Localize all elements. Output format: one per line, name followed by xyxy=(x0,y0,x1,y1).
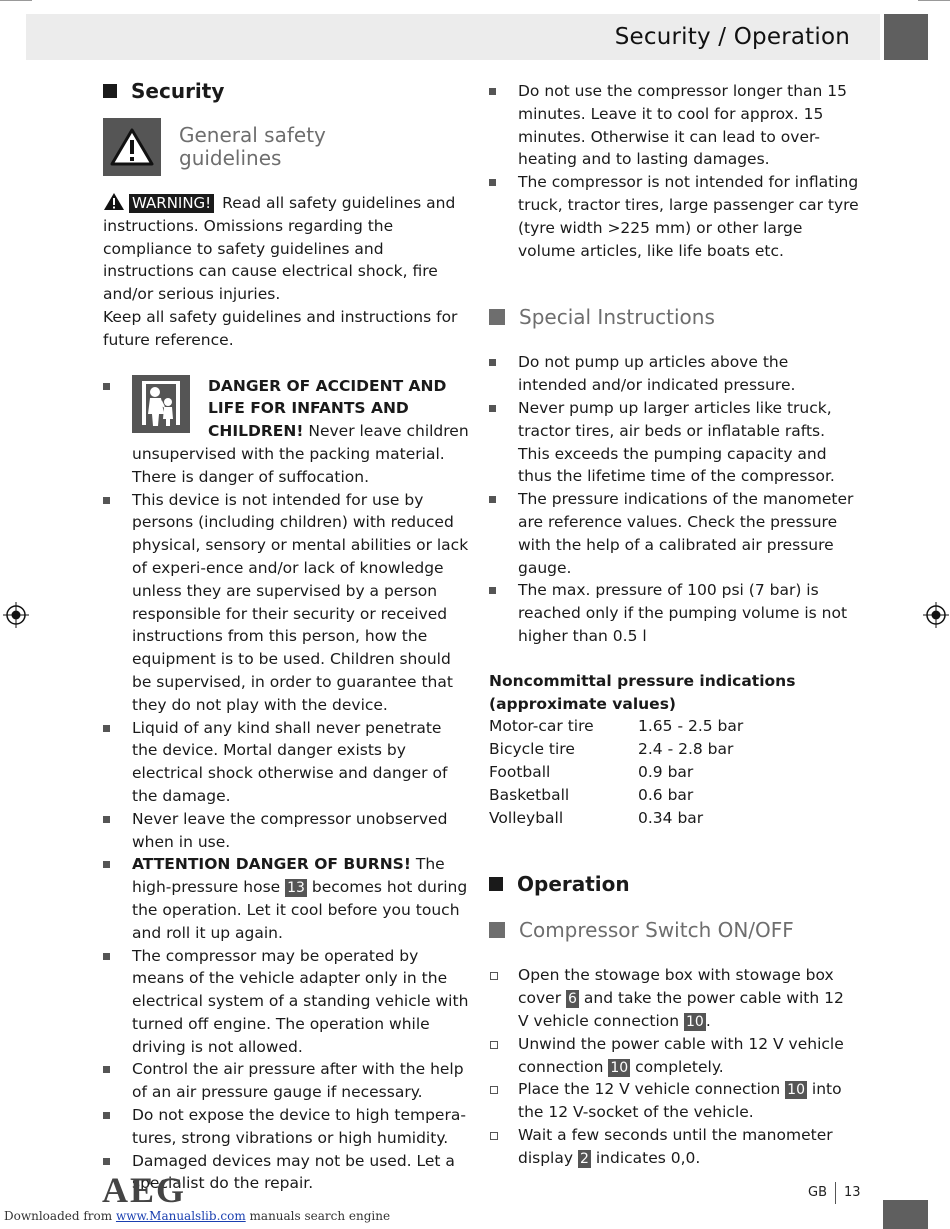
heading-square-icon xyxy=(489,922,505,938)
list-item: This device is not intended for use by persons (including children) with reduced physical, sensory or mental abilities or lack of experi-ence and/or lack of knowledge unless they are supervised by a person responsible for their security or received instructions from this person, how the equipment is to be used. Children should be supervised, in order to guarantee that they do not play with the device. xyxy=(103,489,471,717)
bullet-square-icon xyxy=(103,1112,110,1119)
list-item: The compressor is not intended for inflating truck, tractor tires, large passenger car tyre (tyre width >225 mm) or other large volume articles, like life boats etc. xyxy=(489,171,859,262)
page-number: 13 xyxy=(844,1185,861,1200)
special-instructions-list xyxy=(489,351,859,647)
bullet-square-icon xyxy=(489,359,496,366)
step-item: Place the 12 V vehicle connection 10 into the 12 V-socket of the vehicle. xyxy=(489,1078,859,1124)
warning-text: Read all safety guidelines and instructions. Omissions regarding the compliance to safety guidelines and instructions can cause electrical shock, fire and/or serious injuries. xyxy=(103,194,456,304)
pressure-row xyxy=(489,715,743,738)
bullet-square-icon xyxy=(489,88,496,95)
pressure-item: Bicycle tire xyxy=(489,740,575,759)
part-reference-badge: 10 xyxy=(610,1059,629,1076)
right-column xyxy=(489,80,859,1169)
bullet-square-icon xyxy=(103,861,110,868)
pressure-table xyxy=(489,715,743,829)
bullet-square-icon xyxy=(489,405,496,412)
heading-square-icon xyxy=(489,309,505,325)
part-reference-badge: 2 xyxy=(579,1150,589,1167)
bullet-square-icon xyxy=(103,497,110,504)
crop-mark xyxy=(918,0,950,1)
bullet-square-icon xyxy=(103,816,110,823)
list-item: Liquid of any kind shall never penetrate the device. Mortal danger exists by electrical shock otherwise and danger of the damage. xyxy=(103,717,471,808)
header-tab-block xyxy=(884,14,928,60)
part-reference-badge: 10 xyxy=(686,1013,704,1030)
pressure-item: Volleyball xyxy=(489,808,564,827)
danger-children-heading: DANGER OF ACCIDENT AND LIFE FOR INFANTS AND CHILDREN! xyxy=(208,376,447,441)
footer-corner-block xyxy=(883,1200,928,1229)
left-bullet-list xyxy=(103,375,471,1196)
checkbox-bullet-icon xyxy=(490,1132,498,1140)
list-item: ATTENTION DANGER OF BURNS! The high-pressure hose 13 becomes hot during the operation. Let it cool before you touch and roll it up again. xyxy=(103,853,471,944)
bullet-square-icon xyxy=(103,953,110,960)
footer-divider xyxy=(835,1182,836,1204)
warning-triangle-icon xyxy=(103,118,161,176)
danger-children-text: Never leave children unsupervised with the packing material. There is danger of suffocation. xyxy=(132,422,469,486)
pressure-value: 2.4 - 2.8 bar xyxy=(638,740,734,759)
pressure-item: Basketball xyxy=(489,785,570,804)
burns-heading: ATTENTION DANGER OF BURNS! xyxy=(132,855,411,874)
general-safety-title: General safety guidelines xyxy=(179,123,326,170)
pressure-item: Motor-car tire xyxy=(489,717,594,736)
bullet-square-icon xyxy=(103,725,110,732)
list-item: The pressure indications of the manometer are reference values. Check the pressure with the help of a calibrated air pressure gauge. xyxy=(489,488,859,579)
list-item: Control the air pressure after with the help of an air pressure gauge if necessary. xyxy=(103,1058,471,1104)
bullet-square-icon xyxy=(103,1066,110,1073)
page-footer xyxy=(808,1182,861,1204)
bullet-square-icon xyxy=(103,383,110,390)
aeg-logo xyxy=(102,1172,206,1206)
child-safety-icon xyxy=(132,375,190,433)
language-code: GB xyxy=(808,1185,827,1200)
left-column xyxy=(103,78,471,1195)
keep-guidelines-text: Keep all safety guidelines and instructions for future reference. xyxy=(103,307,458,349)
list-item xyxy=(103,375,471,489)
heading-square-icon xyxy=(103,84,117,98)
bullet-square-icon xyxy=(489,179,496,186)
list-item: Do not use the compressor longer than 15 minutes. Leave it to cool for approx. 15 minutes. Otherwise it can lead to over-heating and to lasting damages. xyxy=(489,80,859,171)
pressure-value: 1.65 - 2.5 bar xyxy=(638,717,744,736)
registration-mark-icon xyxy=(923,602,949,628)
list-item: The compressor may be operated by means of the vehicle adapter only in the electrical system of a standing vehicle with turned off engine. The operation while driving is not allowed. xyxy=(103,945,471,1059)
pressure-value: 0.34 bar xyxy=(638,808,704,827)
checkbox-bullet-icon xyxy=(490,972,498,980)
bullet-square-icon xyxy=(489,587,496,594)
step-item: Unwind the power cable with 12 V vehicle connection 10 completely. xyxy=(489,1033,859,1079)
warning-small-icon xyxy=(103,192,125,211)
list-item: Never pump up larger articles like truck, tractor tires, air beds or inflatable rafts. This exceeds the pumping capacity and thus the lifetime time of the compressor. xyxy=(489,397,859,488)
compressor-switch-heading: Compressor Switch ON/OFF xyxy=(489,917,859,943)
manualslib-link[interactable]: www.Manualslib.com xyxy=(115,1209,246,1223)
list-item: Damaged devices may not be used. Let a specialist do the repair. xyxy=(103,1150,471,1196)
registration-mark-icon xyxy=(3,602,29,628)
operation-steps-list xyxy=(489,964,859,1169)
part-reference-badge: 6 xyxy=(568,991,577,1008)
pressure-row xyxy=(489,807,743,830)
right-bullet-list xyxy=(489,80,859,262)
part-reference-badge: 13 xyxy=(287,880,305,897)
step-item: Wait a few seconds until the manometer display 2 indicates 0,0. xyxy=(489,1124,859,1170)
pressure-value: 0.9 bar xyxy=(638,762,694,781)
bullet-square-icon xyxy=(103,1158,110,1165)
part-reference-badge: 10 xyxy=(787,1082,805,1099)
warning-badge: WARNING! xyxy=(129,194,214,213)
svg-text:AEG: AEG xyxy=(102,1172,187,1206)
step-item: Open the stowage box with stowage box cover 6 and take the power cable with 12 V vehicle connection 10 . xyxy=(489,964,859,1032)
special-instructions-heading: Special Instructions xyxy=(489,304,859,330)
checkbox-bullet-icon xyxy=(490,1086,498,1094)
pressure-value: 0.6 bar xyxy=(638,785,694,804)
heading-square-icon xyxy=(489,877,503,891)
pressure-row xyxy=(489,761,743,784)
bullet-square-icon xyxy=(489,496,496,503)
general-safety-block xyxy=(103,118,471,176)
warning-paragraph xyxy=(103,192,471,306)
list-item: Never leave the compressor unobserved when in use. xyxy=(103,808,471,854)
page-header-title: Security / Operation xyxy=(614,24,850,50)
checkbox-bullet-icon xyxy=(490,1041,498,1049)
crop-mark xyxy=(0,0,32,1)
list-item: Do not expose the device to high tempera-tures, strong vibrations or high humidity. xyxy=(103,1104,471,1150)
list-item: The max. pressure of 100 psi (7 bar) is reached only if the pumping volume is not higher than 0.5 l xyxy=(489,579,859,647)
pressure-table-title: Noncommittal pressure indications (approximate values) xyxy=(489,671,796,713)
security-heading: Security xyxy=(103,78,471,104)
pressure-item: Football xyxy=(489,762,551,781)
pressure-row xyxy=(489,784,743,807)
list-item: Do not pump up articles above the intended and/or indicated pressure. xyxy=(489,351,859,397)
pressure-row xyxy=(489,738,743,761)
operation-heading: Operation xyxy=(489,871,859,897)
download-source-line: Downloaded from www.Manualslib.com manuals search engine xyxy=(4,1209,391,1223)
